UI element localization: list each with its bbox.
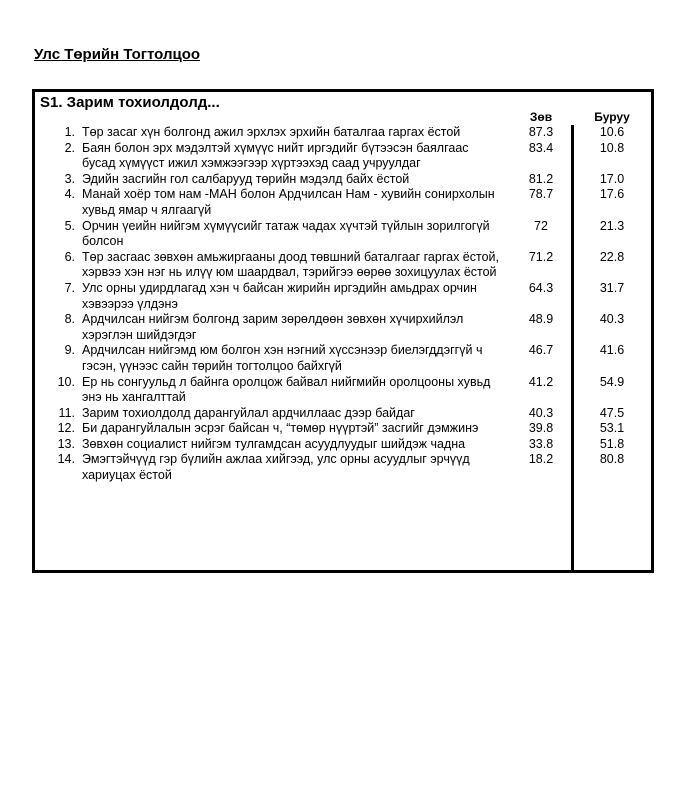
table-row xyxy=(35,172,651,188)
row-statement: Зөвхөн социалист нийгэм тулгамдсан асуудлуудыг шийдэж чадна xyxy=(82,436,466,451)
row-number: 13. xyxy=(57,436,75,451)
row-agree-value: 40.3 xyxy=(528,405,554,420)
row-agree-value: 83.4 xyxy=(528,140,554,155)
row-disagree-value: 10.6 xyxy=(599,125,625,139)
row-agree-value: 46.7 xyxy=(528,343,554,358)
row-statement: Би дарангуйлалын эсрэг байсан ч, “төмөр нүүртэй” засгийг дэмжинэ xyxy=(82,421,479,436)
row-agree-value: 64.3 xyxy=(528,280,554,295)
row-statement: Ер нь сонгуульд л байнга оролцож байвал нийгмийн оролцооны хувьд энэ нь хангалттай xyxy=(82,374,491,405)
row-statement: Төр засаг хүн болгонд ажил эрхлэх эрхийн баталгаа гаргах ёстой xyxy=(82,125,461,139)
page-title: Улс Төрийн Тогтолцоо xyxy=(34,46,201,63)
row-statement: Зарим тохиолдолд дарангуйлал ардчиллаас дээр байдаг xyxy=(82,405,415,420)
row-agree-value: 41.2 xyxy=(528,374,554,389)
table-row xyxy=(35,141,651,172)
row-disagree-value: 22.8 xyxy=(599,249,625,264)
row-statement: Ардчилсан нийгэм болгонд зарим зөрөлдөөн зөвхөн хүчирхийлэл хэрэглэн шийдэгдэг xyxy=(82,312,464,342)
row-disagree-value: 31.7 xyxy=(599,280,625,295)
row-agree-value: 39.8 xyxy=(528,421,554,436)
row-statement: Орчин үеийн нийгэм хүмүүсийг татаж чадах хүчтэй түйлын зорилгогүй болсон xyxy=(82,218,490,249)
table-row xyxy=(35,250,651,281)
row-disagree-value: 17.0 xyxy=(599,171,625,186)
row-disagree-value: 40.3 xyxy=(599,312,625,327)
row-agree-value: 71.2 xyxy=(528,249,554,264)
row-number: 9. xyxy=(64,343,75,358)
row-disagree-value: 51.8 xyxy=(599,436,625,451)
row-statement: Манай хоёр том нам -МАН болон Ардчилсан Нам - хувийн сонирхолын хувьд ямар ч ялгаагүй xyxy=(82,187,495,217)
row-number: 8. xyxy=(64,312,75,327)
row-number: 3. xyxy=(64,171,75,186)
table-row xyxy=(35,219,651,250)
row-disagree-value: 47.5 xyxy=(599,405,625,420)
column-header-disagree: Буруу xyxy=(594,110,630,124)
row-agree-value: 48.9 xyxy=(528,312,554,327)
row-agree-value: 33.8 xyxy=(528,436,554,451)
row-disagree-value: 10.8 xyxy=(599,140,625,155)
row-number: 11. xyxy=(58,405,75,420)
row-number: 14. xyxy=(57,452,75,467)
row-disagree-value: 21.3 xyxy=(599,218,625,233)
row-agree-value: 72 xyxy=(534,218,548,233)
row-statement: Төр засгаас зөвхөн амьжиргааны доод төвшний баталгааг гаргах ёстой, хэрвээ хэн нэг нь илүү юм шаардвал, тэрийгээ өөрөө зохицуулах ёстой xyxy=(82,249,499,280)
table-row xyxy=(35,125,651,141)
table-row xyxy=(35,421,651,437)
row-number: 5. xyxy=(64,218,75,233)
row-statement: Ардчилсан нийгэмд юм болгон хэн нэгний хүссэнээр биелэгддэггүй ч гэсэн, үүнээс сайн төрийн тогтолцоо байхгүй xyxy=(82,343,483,373)
row-statement: Эдийн засгийн гол салбарууд төрийн мэдэлд байх ёстой xyxy=(82,171,410,186)
table-row xyxy=(35,281,651,312)
column-header-agree: Зөв xyxy=(529,110,553,124)
table-caption: S1. Зарим тохиолдолд... xyxy=(40,94,220,111)
row-number: 6. xyxy=(64,249,75,264)
row-statement: Баян болон эрх мэдэлтэй хүмүүс нийт иргэдийг бүтээсэн баялгаас бусад хүмүүст ижил хэмжээгээр хүртээхэд саад учруулдаг xyxy=(82,140,469,171)
row-disagree-value: 80.8 xyxy=(599,452,625,467)
row-agree-value: 78.7 xyxy=(528,187,554,202)
table-row xyxy=(35,343,651,374)
table-row xyxy=(35,437,651,453)
row-agree-value: 81.2 xyxy=(528,171,554,186)
row-number: 1. xyxy=(64,125,75,139)
row-disagree-value: 54.9 xyxy=(599,374,625,389)
row-agree-value: 87.3 xyxy=(528,125,554,139)
row-disagree-value: 53.1 xyxy=(599,421,625,436)
row-disagree-value: 17.6 xyxy=(599,187,625,202)
table-row xyxy=(35,452,651,483)
row-statement: Улс орны удирдлагад хэн ч байсан жирийн иргэдийн амьдрах орчин хэвээрээ үлдэнэ xyxy=(82,280,477,311)
row-number: 4. xyxy=(64,187,75,202)
table-row xyxy=(35,375,651,406)
table-row xyxy=(35,312,651,343)
row-number: 10. xyxy=(57,374,75,389)
row-agree-value: 18.2 xyxy=(528,452,554,467)
row-number: 12. xyxy=(57,421,75,436)
row-statement: Эмэгтэйчүүд гэр бүлийн ажлаа хийгээд, улс орны асуудлыг эрчүүд хариуцах ёстой xyxy=(82,452,470,483)
row-disagree-value: 41.6 xyxy=(599,343,625,358)
table-row xyxy=(35,187,651,218)
survey-table xyxy=(32,89,654,573)
table-rows xyxy=(35,125,651,484)
row-number: 2. xyxy=(64,140,75,155)
table-row xyxy=(35,406,651,422)
row-number: 7. xyxy=(64,280,75,295)
